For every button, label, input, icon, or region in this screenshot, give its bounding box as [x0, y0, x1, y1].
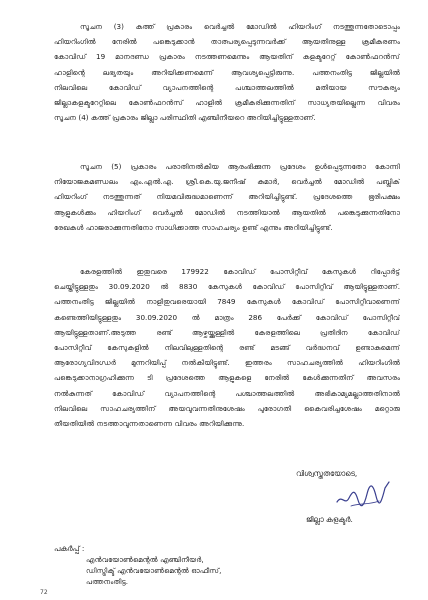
text-line: കണ്ടെത്തിയിട്ടുള്ളതും 30.09.2020 ൽ മാത്രം 286 പേർക്ക് കോവിഡ് പോസിറ്റീവ് — [54, 312, 400, 322]
copy-recipient-line: എൻവയോൺമെന്റൽ എഞ്ചിനീയർ, — [86, 555, 204, 564]
text-line: ഹിയറിംഗിൽ നേരിൽ പങ്കെടുക്കാൻ താത്പര്യപ്പെടുന്നവർക്ക് ആയതിനുള്ള ക്രമീകരണം — [54, 37, 400, 47]
copy-to-label: പകർപ്പ് : — [54, 544, 85, 553]
text-line: നിയോജകമണ്ഡലം എം.എൽ.എ. ശ്രീ.കെ.യു.ജനീഷ് കുമാർ, വെർച്ചൽ മോഡിൽ പബ്ലിക് — [54, 177, 400, 187]
text-line: തീയതിയിൽ നടത്താവുന്നതാണെന്ന വിവരം അറിയിക്കുന്നു. — [54, 418, 245, 428]
paragraph-reference-3 — [54, 19, 400, 125]
closing-salutation: വിശ്വസ്തതയോടെ, — [296, 469, 358, 478]
text-line: പത്തനംതിട്ട ജില്ലയിൽ നാളിതുവരെയായി 7849 കേസുകൾ കോവിഡ് പോസിറ്റീവാണെന്ന് — [54, 297, 400, 307]
paragraph-reference-5 — [54, 159, 400, 235]
paragraph-covid-statistics — [54, 264, 400, 431]
text-line: പോസിറ്റീവ് കേസുകളിൽ നിലവിലുള്ളതിന്റെ രണ്ട് മടങ്ങ് വർദ്ധനവ് ഉണ്ടാകുമെന്ന് — [54, 342, 400, 352]
text-line: കേരളത്തിൽ ഇതുവരെ 179922 കോവിഡ് പോസിറ്റീവ് കേസുകൾ റിപ്പോർട്ട് — [80, 267, 400, 276]
text-line: നിലവിലെ കോവിഡ് വ്യാപനത്തിന്റെ പശ്ചാത്തലത്തിൽ മതിയായ സൗകര്യം — [54, 82, 400, 92]
text-line: സൂചന (3) കത്ത് പ്രകാരം വെർച്ചൽ മോഡിൽ ഹിയറിംഗ് നടത്തുന്നതോടൊപ്പം — [80, 22, 400, 31]
text-line: ജില്ലാകളക്ടറേറ്റിലെ കോൺഫറൻസ് ഹാളിൽ ക്രമീകരിക്കുന്നതിന് സാധ്യതയില്ലെന്ന വിവരം — [54, 97, 400, 107]
text-line: ആളുകൾക്കും ഹിയറിംഗ് വെർച്ചൽ മോഡിൽ നടത്തിയാൽ ആയതിൽ പങ്കെടുക്കുന്നതിനോ — [54, 207, 400, 217]
copy-recipient-line: ഡിസ്ട്രിക്ട് എൻവയോൺമെന്റൽ ഓഫീസ്, — [86, 566, 222, 575]
text-line: ആയിട്ടുള്ളതാണ്.അടുത്ത രണ്ട് ആഴ്ചയ്ക്കുള്ളിൽ കേരളത്തിലെ പ്രതിദിന കോവിഡ് — [54, 327, 400, 337]
text-line: സൂചന (4) കത്ത് പ്രകാരം ജില്ലാ പരിസ്ഥിതി എഞ്ചിനീയറെ അറിയിച്ചിട്ടുള്ളതാണ്. — [54, 113, 316, 123]
text-line: ഹിയറിംഗ് നടത്തുന്നത് നിയമവിരുദ്ധമാണെന്ന് അറിയിച്ചിട്ടുണ്ട്. പ്രദേശത്തെ ഭൂരിപക്ഷം — [54, 192, 400, 202]
text-line: ആരോഗ്യവിദഗ്ധർ മുന്നറിയിപ്പ് നൽകിയിട്ടുണ്ട്. ഇത്തരം സാഹചര്യത്തിൽ ഹിയറിംഗിൽ — [54, 358, 400, 368]
page-number: 72 — [40, 589, 48, 596]
text-line: ഹാളിന്റെ ലഭ്യതയും അറിയിക്കണമെന്ന് ആവശ്യപ്പെട്ടിരുന്നു. പത്തനംതിട്ട ജില്ലയിൽ — [54, 67, 400, 77]
text-line: സൂചന (5) പ്രകാരം പരാതിനൽകിയ ആരംഭിക്കുന്ന പ്രദേശം ഉൾപ്പെടുന്നതോ കോന്നി — [80, 162, 400, 171]
text-line: ചെയ്തിട്ടുള്ളതും 30.09.2020 ൽ 8830 കേസുകൾ കോവിഡ് പോസിറ്റീവ് ആയിട്ടുള്ളതാണ്. — [54, 282, 400, 292]
signatory-title: ജില്ലാ കളക്ടർ. — [306, 515, 353, 524]
text-line: രേഖകൾ ഹാജരാക്കുന്നതിനോ സാധിക്കാത്ത സാഹചര്യം ഉണ്ട് എന്നും അറിയിച്ചിട്ടുണ്ട്. — [54, 222, 333, 232]
text-line: കോവിഡ് 19 മാനദണ്ഡ പ്രകാരം നടത്തണമെന്നും ആയതിന് കളക്ടറേറ്റ് കോൺഫറൻസ് — [54, 52, 400, 62]
handwritten-signature — [333, 476, 393, 514]
copy-recipient-line: പത്തനംതിട്ട. — [86, 577, 128, 586]
text-line: നിലവിലെ സാഹചര്യത്തിന് അയവുവന്നതിനുശേഷം പുരോഗതി കൈവരിച്ചശേഷം മറ്റൊരു — [54, 403, 400, 413]
text-line: പങ്കെടുക്കാനാഗ്രഹിക്കുന്ന ടി പ്രദേശത്തെ ആളുകളെ നേരിൽ കേൾക്കുന്നതിന് അവസരം — [54, 373, 400, 383]
text-line: നൽകുന്നത് കോവിഡ് വ്യാപനത്തിന്റെ പശ്ചാത്തലത്തിൽ അഭികാമ്യമല്ലാത്തതിനാൽ — [54, 388, 400, 398]
